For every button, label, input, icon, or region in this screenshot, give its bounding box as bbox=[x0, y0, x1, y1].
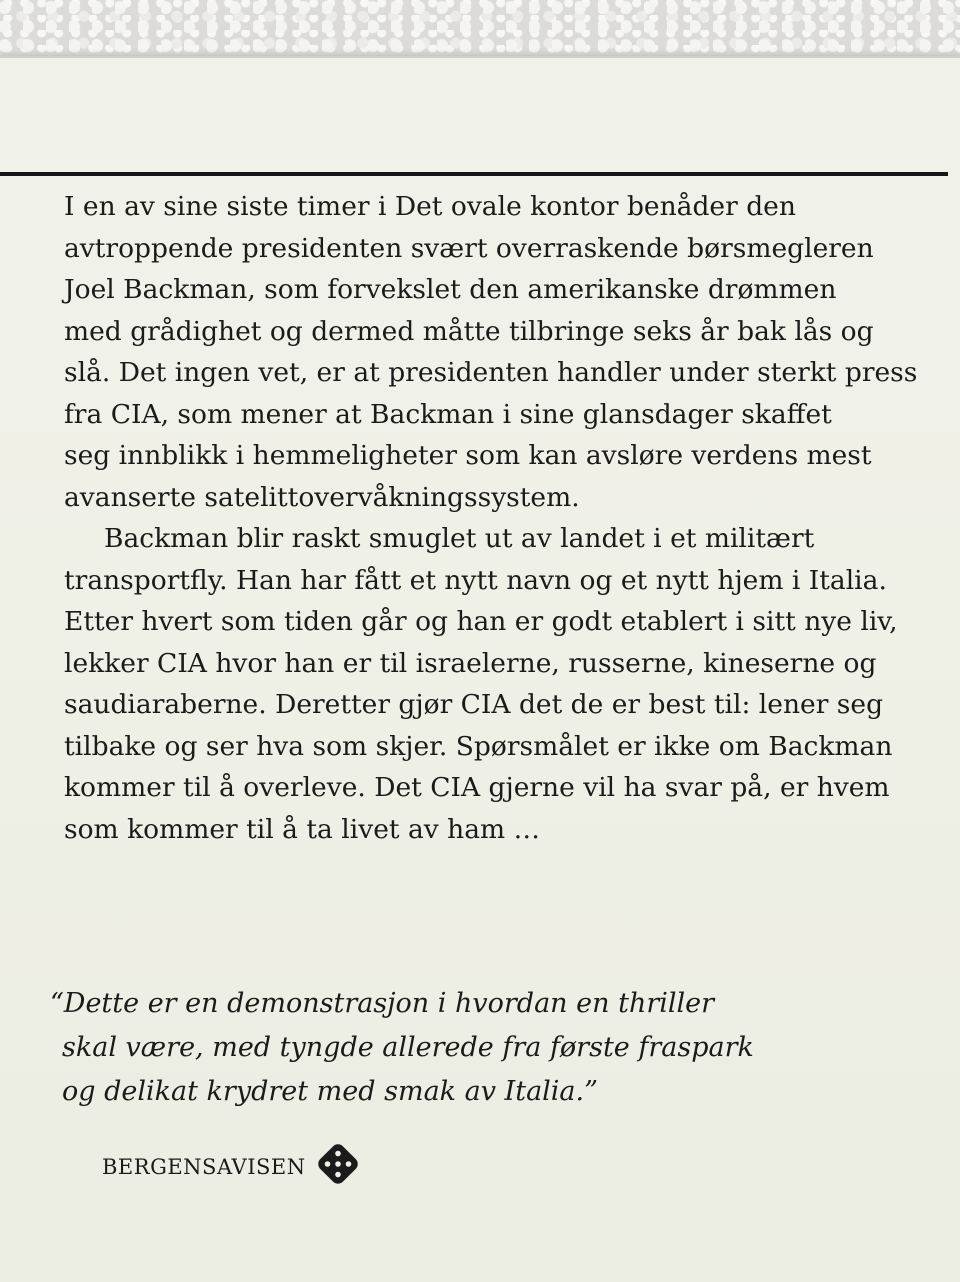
blurb-line: avanserte satelittovervåkningssystem. bbox=[64, 481, 580, 513]
blurb-line: seg innblikk i hemmeligheter som kan avsløre verdens mest bbox=[64, 440, 872, 471]
quote-line: og delikat krydret med smak av Italia.” bbox=[62, 1076, 598, 1107]
blurb-line: Backman blir raskt smuglet ut av landet i et militært bbox=[104, 523, 815, 554]
blurb-line: transportfly. Han har fått et nytt navn og et nytt hjem i Italia. bbox=[64, 564, 887, 596]
blurb-line: I en av sine siste timer i Det ovale kontor benåder den bbox=[64, 191, 796, 222]
blurb-line: med grådighet og dermed måtte tilbringe seks år bak lås og bbox=[64, 315, 874, 347]
quote-source bbox=[102, 1144, 358, 1189]
blurb-line: tilbake og ser hva som skjer. Spørsmålet er ikke om Backman bbox=[64, 730, 893, 762]
blurb-line: Etter hvert som tiden går og han er godt etablert i sitt nye liv, bbox=[64, 606, 898, 637]
review-quote bbox=[50, 982, 754, 1114]
blurb-line: Joel Backman, som forvekslet den amerikanske drømmen bbox=[64, 274, 837, 305]
blurb-text bbox=[64, 186, 924, 850]
blurb-line: avtroppende presidenten svært overraskende børsmegleren bbox=[64, 232, 874, 264]
quote-line: “Dette er en demonstrasjon i hvordan en thriller bbox=[50, 988, 715, 1019]
quote-source-name: BERGENSAVISEN bbox=[102, 1154, 306, 1179]
blurb-line: som kommer til å ta livet av ham … bbox=[64, 813, 541, 845]
top-rule-line bbox=[0, 172, 948, 176]
blurb-line: kommer til å overleve. Det CIA gjerne vil ha svar på, er hvem bbox=[64, 772, 890, 803]
blurb-line: saudiaraberne. Deretter gjør CIA det de er best til: lener seg bbox=[64, 689, 884, 720]
blurb-line: fra CIA, som mener at Backman i sine glansdager skaffet bbox=[64, 398, 832, 430]
dice-icon bbox=[318, 1144, 358, 1189]
blurb-line: slå. Det ingen vet, er at presidenten handler under sterkt press bbox=[64, 357, 918, 388]
quote-line: skal være, med tyngde allerede fra første fraspark bbox=[62, 1032, 754, 1063]
blurb-line: lekker CIA hvor han er til israelerne, russerne, kineserne og bbox=[64, 647, 877, 679]
